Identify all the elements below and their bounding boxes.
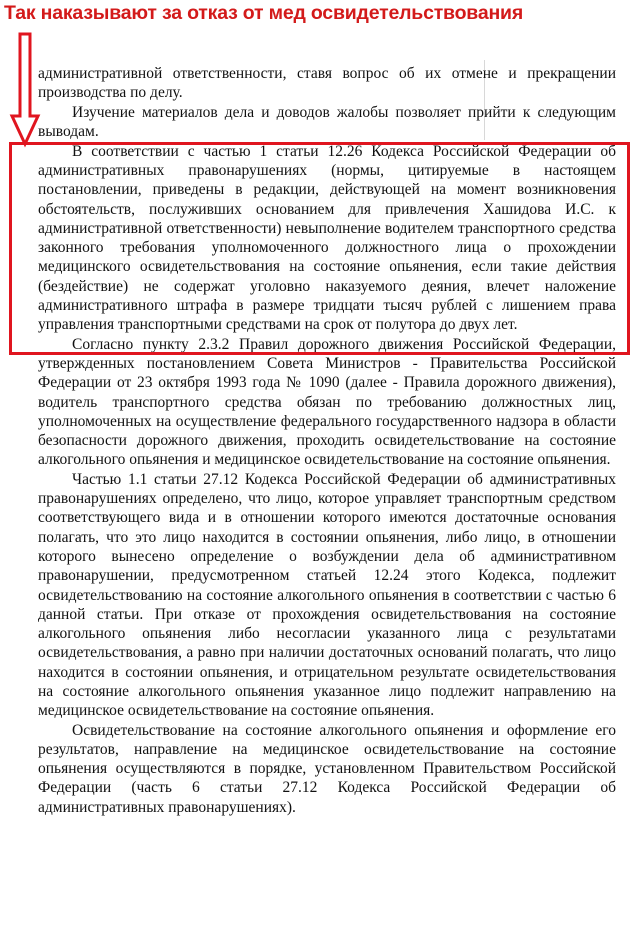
- paragraph-article-27-12: Частью 1.1 статьи 27.12 Кодекса Российской Федерации об административных правонарушениях определено, что лицо, которое управляет транспортным средством соответствующего вида и в отношении которого имеются достаточные основания полагать, что это лицо находится в состоянии опьянения, либо лицо, в отношении которого вынесено определение о возбуждении дела об административном правонарушении, предусмотренном статьей 12.24 этого Кодекса, подлежит освидетельствованию на состояние алкогольного опьянения в соответствии с частью 6 данной статьи. При отказе от прохождения освидетельствования на состояние алкогольного опьянения либо несогласии указанного лица с результатами освидетельствования, а равно при наличии достаточных оснований полагать, что лицо находится в состоянии опьянения, и отрицательном результате освидетельствования на состояние алкогольного опьянения указанное лицо подлежит направлению на медицинское освидетельствование на состояние опьянения.: [38, 470, 616, 720]
- headline-title: Так наказывают за отказ от мед освидетельствования: [4, 2, 524, 24]
- paragraph-continuation: административной ответственности, ставя вопрос об их отмене и прекращении производства по делу.: [38, 65, 616, 102]
- paragraph-traffic-rules: Согласно пункту 2.3.2 Правил дорожного движения Российской Федерации, утвержденных постановлением Совета Министров - Правительства Российской Федерации от 23 октября 1993 года № 1090 (далее - Правила дорожного движения), водитель транспортного средства обязан по требованию должностных лиц, уполномоченных на осуществление федерального государственного надзора в области безопасности дорожного движения, проходить освидетельствование на состояние алкогольного опьянения и медицинское освидетельствование на состояние опьянения.: [38, 335, 616, 469]
- paragraph-procedure: Освидетельствование на состояние алкогольного опьянения и оформление его результатов, направление на медицинское освидетельствование на состояние опьянения осуществляются в порядке, установленном Правительством Российской Федерации (часть 6 статьи 27.12 Кодекса Российской Федерации об административных правонарушениях).: [38, 721, 616, 816]
- paragraph-review: Изучение материалов дела и доводов жалобы позволяет прийти к следующим выводам.: [38, 103, 616, 140]
- paragraph-highlighted-article: В соответствии с частью 1 статьи 12.26 Кодекса Российской Федерации об административных правонарушениях (нормы, цитируемые в настоящем постановлении, приведены в редакции, действующей на момент возникновения обстоятельств, послуживших основанием для привлечения Хашидова И.С. к административной ответственности) невыполнение водителем транспортного средства законного требования уполномоченного должностного лица о прохождении медицинского освидетельствования на состояние опьянения, если такие действия (бездействие) не содержат уголовно наказуемого деяния, влечет наложение административного штрафа в размере тридцати тысяч рублей с лишением права управления транспортными средствами на срок от полутора до двух лет.: [38, 142, 616, 334]
- highlight-frame: [9, 142, 630, 355]
